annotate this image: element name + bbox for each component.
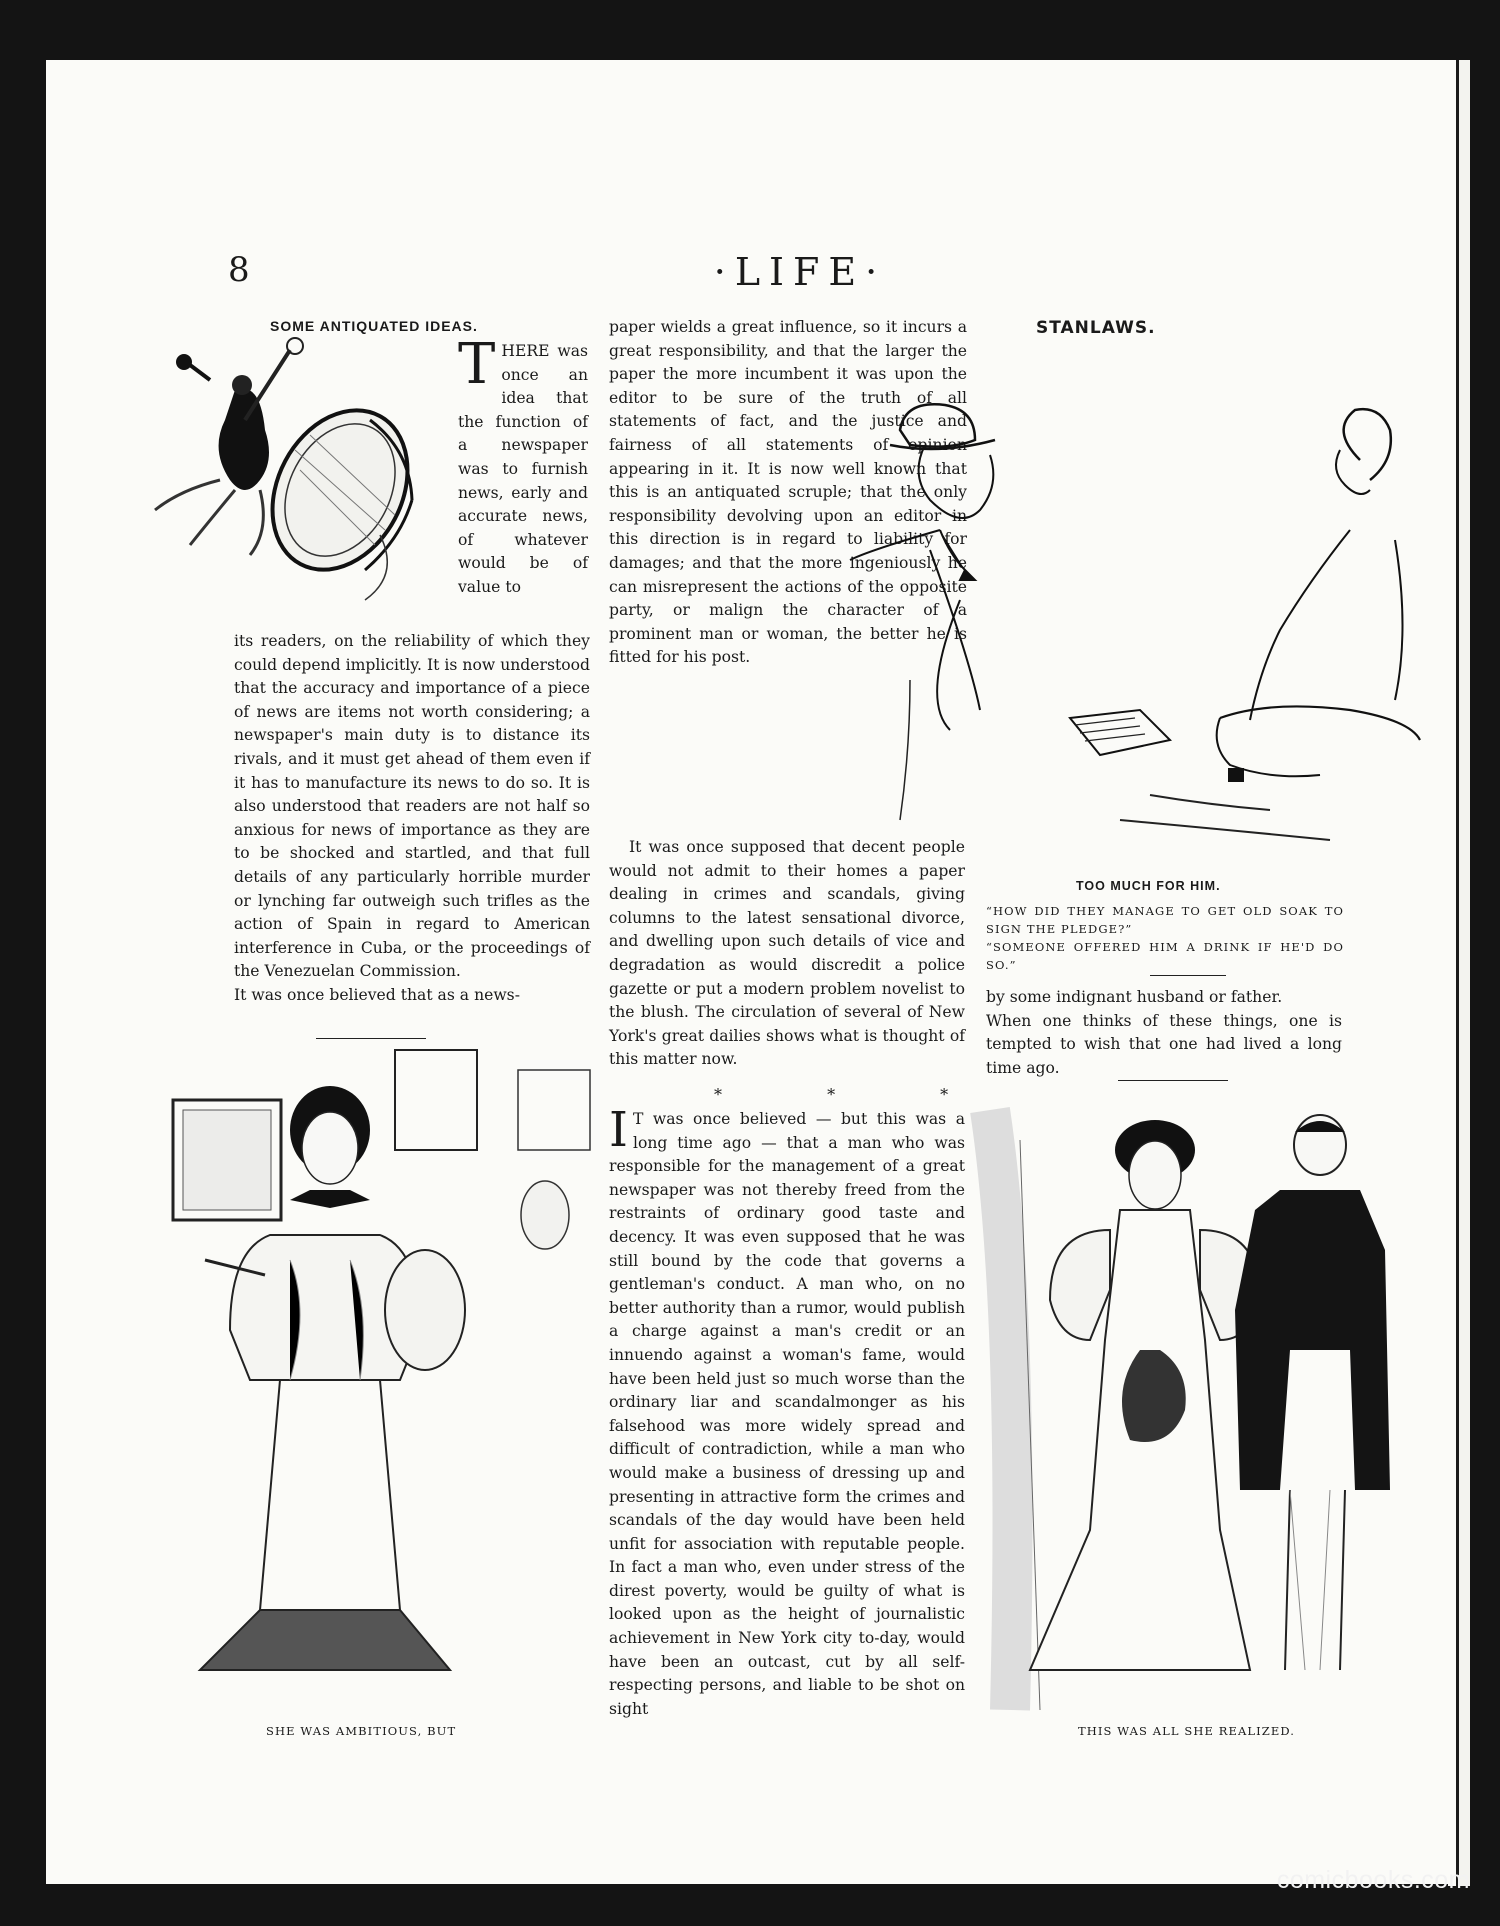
book-spine	[1448, 60, 1470, 1886]
column-rule	[316, 1038, 426, 1039]
article-column-2-lower	[609, 1102, 965, 1721]
artist-woman-illustration	[170, 1050, 590, 1700]
cartoon-dialogue: “HOW DID THEY MANAGE TO GET OLD SOAK TO SIGN THE PLEDGE?” “SOMEONE OFFERED HIM A DRINK IF HE'D DO SO.”	[986, 904, 1344, 972]
caption-left-cartoon: SHE WAS AMBITIOUS, BUT	[266, 1724, 457, 1738]
artist-signature: STANLAWS.	[1036, 318, 1156, 338]
drum-monkey-illustration	[150, 340, 480, 630]
site-watermark: comicbooks.com	[1276, 1866, 1470, 1894]
section-stars: * * *	[714, 1085, 999, 1104]
article-column-2-mid: It was once supposed that decent people would not admit to their homes a paper dealing in crimes and scandals, giving columns to the latest sensational divorce, and dwelling upon such details of vice and degradation as would discredit a police gazette or put a modern problem novelist to the blush. The circulation of several of New York's great dailies shows what is thought of this matter now.	[609, 838, 965, 1069]
wedding-couple-illustration	[990, 1110, 1410, 1710]
column-rule-right	[1150, 975, 1226, 976]
two-men-cartoon	[850, 400, 1420, 860]
article-intro-paragraph	[458, 332, 588, 600]
cartoon-title: TOO MUCH FOR HIM.	[1076, 879, 1221, 893]
article-intro-text: HERE was once an idea that the function of a newspaper was to furnish news, early and accurate news, of whatever would be of value to	[458, 342, 588, 596]
end-rule	[1118, 1080, 1228, 1081]
article-col2-lower-text: T was once believed — but this was a long time ago — that a man who was responsible for the management of a great newspaper was not thereby freed from the restraints of ordinary good taste and decency. It was even supposed that he was still bound by the code that governs a gentleman's conduct. A man who, on no better authority than a rumor, would publish a charge against a man's credit or an innuendo against a woman's fame, would have been held just so much worse than the ordinary liar and scandalmonger as his falsehood was more widely spread and difficult of contradiction, while a man who would make a business of dressing up and presenting in attractive form the crimes and scandals of the day would have been held unfit for association with reputable people. In fact a man who, even under stress of the direst poverty, would be guilty of what is looked upon as the height of journalistic achievement in New York city to-day, would have been an outcast, cut by all self-respecting persons, and liable to be shot on sight	[609, 1110, 965, 1718]
drop-cap-t: T	[458, 332, 496, 397]
caption-right-cartoon: THIS WAS ALL SHE REALIZED.	[1078, 1724, 1296, 1738]
page-number: 8	[228, 250, 250, 290]
article-col2-top-text: paper wields a great influence, so it incurs a great responsibility, and that the larger the paper the more incumbent it was upon the editor to be sure of the truth of all statements of fact, and the justice and fairness of all statements of opinion appearing in it. It is now well known that this is an antiquated scruple; that the only responsibility devolving upon an editor in this direction is in regard to liability for damages; and that the more ingeniously he can misrepresent the actions of the opposite party, or malign the character of a prominent man or woman, the better he is fitted for his post.	[609, 318, 967, 667]
article-column-1: its readers, on the reliability of which they could depend implicitly. It is now understood that the accuracy and importance of a piece of news are items not worth considering; a newspaper's main duty is to distance its rivals, and it must get ahead of them even if it has to manufacture its news to do so. It is also understood that readers are not half so anxious for news of importance as they are to be shocked and startled, and that full details of any particularly horrible murder or lynching far outweigh such trifles as the action of Spain in regard to American interference in Cuba, or the proceedings of the Venezuelan Commission. It was once believed that as a news-	[234, 632, 590, 1004]
masthead: ·LIFE·	[713, 250, 887, 294]
article-column-3: by some indignant husband or father. When one thinks of these things, one is tempted to wish that one had lived a long time ago.	[986, 988, 1342, 1077]
article-title: SOME ANTIQUATED IDEAS.	[270, 318, 478, 334]
drop-cap-i: I	[609, 1102, 628, 1158]
